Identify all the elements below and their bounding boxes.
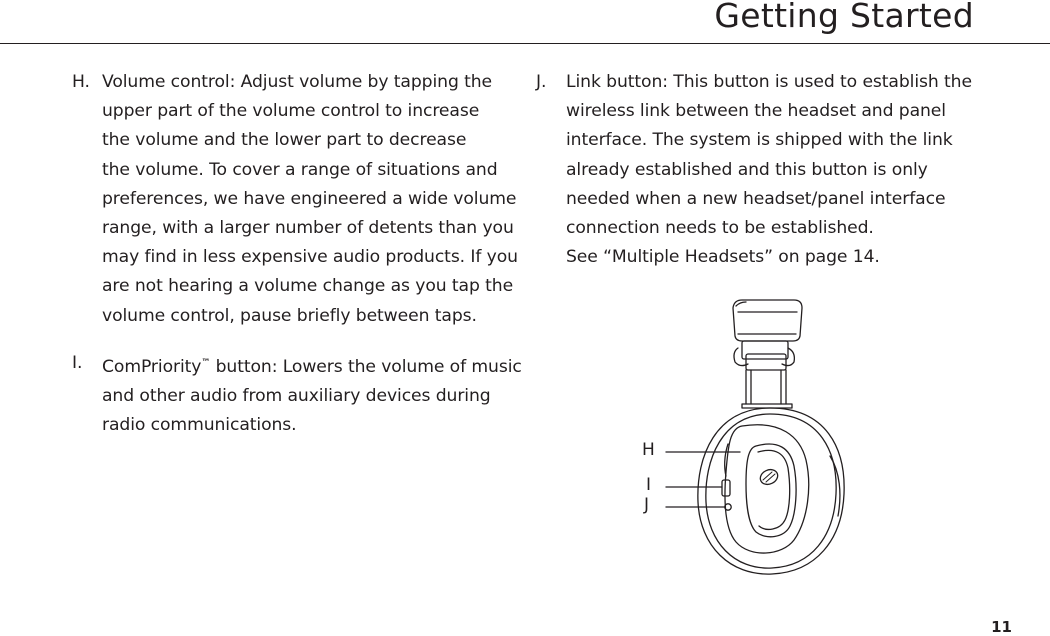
page-title: Getting Started [714, 0, 974, 35]
headset-drawing [630, 296, 850, 578]
brand-logo-mark [763, 472, 775, 482]
headband-pad-edge [736, 302, 746, 306]
headband-pad [733, 300, 802, 341]
yoke-stem [746, 370, 786, 404]
brand-name: ComPriority [102, 356, 202, 377]
text-line: the volume and the lower part to decrease [102, 130, 467, 151]
list-item-h [72, 68, 517, 331]
text-line: interface. The system is shipped with the link [566, 130, 953, 151]
yoke-bar [746, 354, 786, 370]
right-column [536, 68, 981, 290]
text-line: and other audio from auxiliary devices during [102, 386, 491, 407]
header-rule [0, 43, 1050, 44]
item-text [566, 68, 981, 272]
text-line: range, with a larger number of detents than you [102, 218, 514, 239]
item-letter: H. [72, 72, 90, 92]
control-panel-inner [758, 450, 790, 529]
text-line: upper part of the volume control to increase [102, 101, 480, 122]
yoke-stem-inner [751, 370, 781, 404]
trademark-symbol: ™ [201, 357, 211, 368]
item-letter: I. [72, 352, 83, 373]
text-line: the volume. To cover a range of situations and [102, 159, 498, 180]
text-line [102, 349, 522, 382]
compriority-button [722, 480, 730, 496]
callout-label-j: J [644, 495, 650, 515]
text-line: volume control, pause briefly between taps. [102, 305, 477, 326]
list-item-i [72, 349, 522, 441]
list-item-j [536, 68, 981, 272]
headband-pad-inner [738, 312, 797, 334]
control-panel [746, 444, 796, 537]
text-line: connection needs to be established. [566, 218, 874, 239]
text-line: Volume control: Adjust volume by tapping the [102, 72, 493, 92]
text-line: See “Multiple Headsets” on page 14. [566, 247, 880, 268]
text-line: Link button: This button is used to establish the [566, 72, 972, 92]
text-line: already established and this button is only [566, 159, 928, 180]
text-fragment: button: Lowers the volume of music [210, 356, 522, 377]
text-line: radio communications. [102, 415, 297, 436]
callout-label-i: I [646, 475, 652, 495]
text-line: may find in less expensive audio products. If you [102, 247, 518, 268]
page-number: 11 [991, 618, 1012, 636]
text-line: needed when a new headset/panel interface [566, 188, 946, 209]
callout-label-h: H [642, 440, 655, 460]
item-text [102, 349, 522, 441]
text-line: are not hearing a volume change as you tap the [102, 276, 514, 297]
item-text [102, 68, 518, 331]
ear-cup-outer [698, 408, 844, 574]
left-column [72, 68, 522, 458]
headset-illustration [630, 296, 850, 578]
text-line: preferences, we have engineered a wide volume [102, 188, 517, 209]
slider-arm [742, 341, 788, 359]
brand-logo [758, 467, 780, 487]
text-line: wireless link between the headset and panel [566, 101, 946, 122]
item-letter: J. [536, 72, 547, 92]
